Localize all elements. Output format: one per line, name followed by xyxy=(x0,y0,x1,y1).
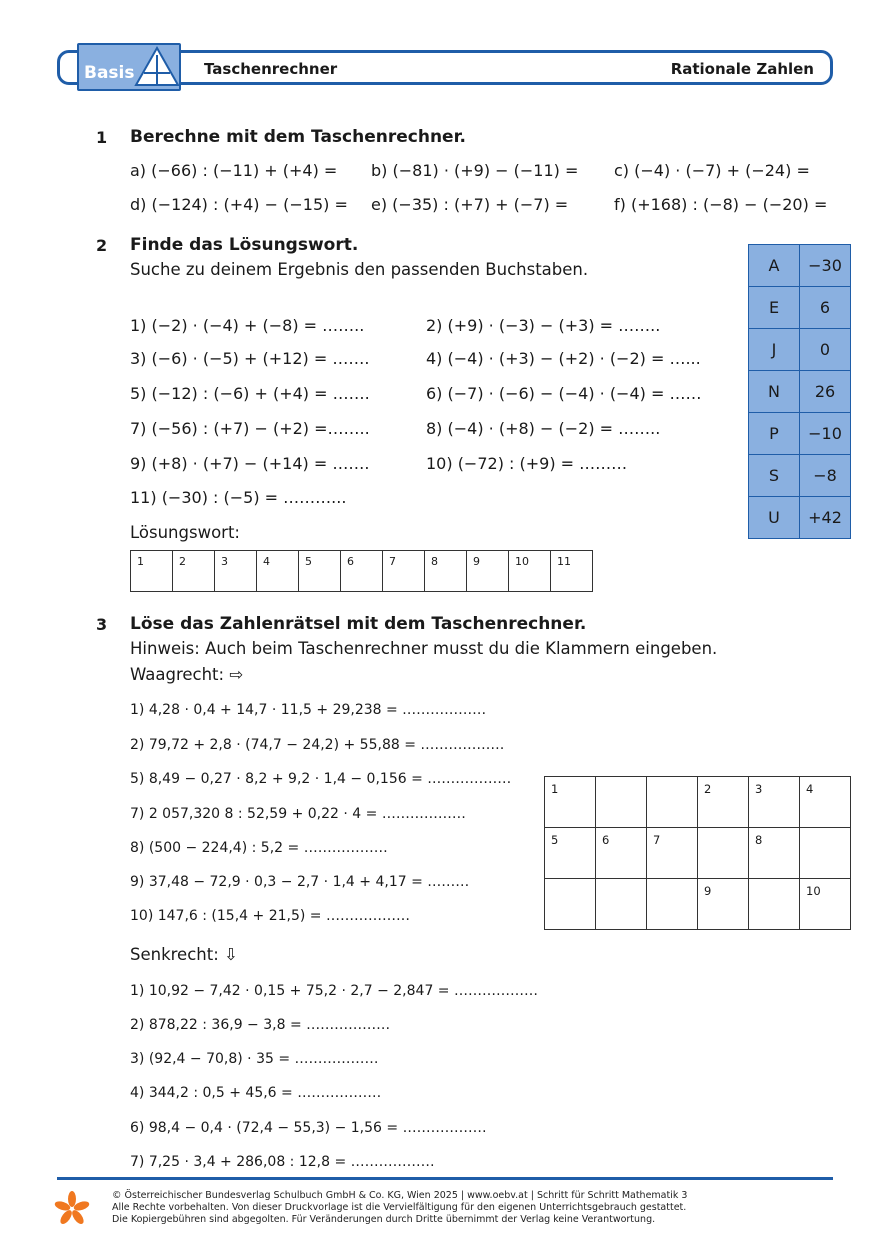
lookup-letter: N xyxy=(749,371,800,413)
task2-item-1: 1) (−2) · (−4) + (−8) = …….. xyxy=(130,316,365,335)
task1-number: 1 xyxy=(96,128,108,147)
grid-cell[interactable] xyxy=(647,879,698,930)
down-item: 2) 878,22 : 36,9 − 3,8 = ……………… xyxy=(130,1017,391,1033)
across-item: 7) 2 057,320 8 : 52,59 + 0,22 · 4 = ……………… xyxy=(130,806,466,822)
task2-item-5: 5) (−12) : (−6) + (+4) = ……. xyxy=(130,384,370,403)
solution-cell[interactable]: 9 xyxy=(467,551,509,592)
lookup-value: 26 xyxy=(800,371,851,413)
grid-cell[interactable]: 1 xyxy=(545,777,596,828)
across-item: 8) (500 − 224,4) : 5,2 = ……………… xyxy=(130,840,388,856)
lookup-value: 0 xyxy=(800,329,851,371)
across-label: Waagrecht: ⇨ xyxy=(130,665,244,684)
footer-line: © Österreichischer Bundesverlag Schulbuch GmbH & Co. KG, Wien 2025 | www.oebv.at | Schritt für Schritt Mathematik 3 xyxy=(112,1190,688,1201)
across-item: 10) 147,6 : (15,4 + 21,5) = ……………… xyxy=(130,908,410,924)
solution-cell[interactable]: 2 xyxy=(173,551,215,592)
header-topic: Taschenrechner xyxy=(204,60,338,78)
task3-hint: Hinweis: Auch beim Taschenrechner musst du die Klammern eingeben. xyxy=(130,639,718,658)
solution-cell[interactable]: 7 xyxy=(383,551,425,592)
lookup-value: −30 xyxy=(800,245,851,287)
publisher-logo-icon xyxy=(53,1190,91,1228)
footer-line: Die Kopiergebühren sind abgegolten. Für Veränderungen durch Dritte übernimmt der Verlag keine Verantwortung. xyxy=(112,1214,656,1225)
grid-cell[interactable] xyxy=(647,777,698,828)
basis-label: Basis xyxy=(84,63,135,83)
solution-cell[interactable]: 3 xyxy=(215,551,257,592)
grid-cell[interactable] xyxy=(749,879,800,930)
task2-number: 2 xyxy=(96,236,108,255)
lookup-value: −8 xyxy=(800,455,851,497)
task2-item-6: 6) (−7) · (−6) − (−4) · (−4) = …… xyxy=(426,384,702,403)
across-item: 2) 79,72 + 2,8 · (74,7 − 24,2) + 55,88 = ……………… xyxy=(130,737,505,753)
task2-subtitle: Suche zu deinem Ergebnis den passenden Buchstaben. xyxy=(130,260,589,279)
task2-item-3: 3) (−6) · (−5) + (+12) = ……. xyxy=(130,349,370,368)
task1-item-e: e) (−35) : (+7) + (−7) = xyxy=(371,195,569,214)
task2-item-7: 7) (−56) : (+7) − (+2) =…….. xyxy=(130,419,370,438)
down-label: Senkrecht: ⇩ xyxy=(130,945,238,964)
task1-item-c: c) (−4) · (−7) + (−24) = xyxy=(614,161,810,180)
footer-divider xyxy=(57,1177,833,1180)
grid-cell[interactable] xyxy=(596,879,647,930)
lookup-row xyxy=(749,455,851,497)
lookup-value: 6 xyxy=(800,287,851,329)
solution-label: Lösungswort: xyxy=(130,523,240,542)
task3-title: Löse das Zahlenrätsel mit dem Taschenrechner. xyxy=(130,614,587,634)
grid-cell[interactable]: 2 xyxy=(698,777,749,828)
lookup-letter: E xyxy=(749,287,800,329)
task2-item-2: 2) (+9) · (−3) − (+3) = …….. xyxy=(426,316,661,335)
task2-item-11: 11) (−30) : (−5) = ………... xyxy=(130,488,347,507)
solution-cell[interactable]: 6 xyxy=(341,551,383,592)
lookup-letter: J xyxy=(749,329,800,371)
task2-item-10: 10) (−72) : (+9) = ……… xyxy=(426,454,628,473)
task1-item-b: b) (−81) · (+9) − (−11) = xyxy=(371,161,579,180)
lookup-row xyxy=(749,245,851,287)
grid-cell[interactable]: 5 xyxy=(545,828,596,879)
lookup-letter: P xyxy=(749,413,800,455)
footer-copyright xyxy=(112,1190,687,1226)
footer-line: Alle Rechte vorbehalten. Von dieser Druckvorlage ist die Vervielfältigung für den eigenen Unterrichtsgebrauch gestattet. xyxy=(112,1202,687,1213)
task2-title: Finde das Lösungswort. xyxy=(130,235,359,255)
task3-number: 3 xyxy=(96,615,108,634)
task2-item-9: 9) (+8) · (+7) − (+14) = ……. xyxy=(130,454,370,473)
solution-cell[interactable]: 4 xyxy=(257,551,299,592)
header-chapter: Rationale Zahlen xyxy=(670,60,814,78)
grid-cell[interactable]: 9 xyxy=(698,879,749,930)
lookup-row xyxy=(749,287,851,329)
grid-cell[interactable] xyxy=(698,828,749,879)
across-item: 5) 8,49 − 0,27 · 8,2 + 9,2 · 1,4 − 0,156 = ……………… xyxy=(130,771,512,787)
task1-item-d: d) (−124) : (+4) − (−15) = xyxy=(130,195,348,214)
solution-word-table xyxy=(130,550,593,592)
grid-cell[interactable]: 7 xyxy=(647,828,698,879)
number-puzzle-grid xyxy=(544,776,851,930)
lookup-value: +42 xyxy=(800,497,851,539)
down-item: 6) 98,4 − 0,4 · (72,4 − 55,3) − 1,56 = ……………… xyxy=(130,1120,487,1136)
task1-title: Berechne mit dem Taschenrechner. xyxy=(130,127,466,147)
down-item: 1) 10,92 − 7,42 · 0,15 + 75,2 · 2,7 − 2,847 = ……………… xyxy=(130,983,538,999)
lookup-letter: U xyxy=(749,497,800,539)
task2-item-8: 8) (−4) · (+8) − (−2) = …….. xyxy=(426,419,661,438)
task2-item-4: 4) (−4) · (+3) − (+2) · (−2) = …... xyxy=(426,349,701,368)
lookup-row xyxy=(749,329,851,371)
task1-item-a: a) (−66) : (−11) + (+4) = xyxy=(130,161,338,180)
lookup-letter: S xyxy=(749,455,800,497)
solution-cell[interactable]: 10 xyxy=(509,551,551,592)
letter-lookup-table xyxy=(748,244,851,539)
grid-cell[interactable]: 3 xyxy=(749,777,800,828)
grid-cell[interactable] xyxy=(596,777,647,828)
grid-cell[interactable]: 8 xyxy=(749,828,800,879)
down-item: 3) (92,4 − 70,8) · 35 = ……………… xyxy=(130,1051,379,1067)
solution-cell[interactable]: 5 xyxy=(299,551,341,592)
solution-cell[interactable]: 8 xyxy=(425,551,467,592)
lookup-value: −10 xyxy=(800,413,851,455)
lookup-row xyxy=(749,497,851,539)
solution-cell[interactable]: 1 xyxy=(131,551,173,592)
grid-cell[interactable] xyxy=(545,879,596,930)
grid-cell[interactable]: 4 xyxy=(800,777,851,828)
lookup-row xyxy=(749,413,851,455)
triangle-logo-icon xyxy=(134,45,180,89)
across-item: 1) 4,28 · 0,4 + 14,7 · 11,5 + 29,238 = ……………… xyxy=(130,702,487,718)
across-item: 9) 37,48 − 72,9 · 0,3 − 2,7 · 1,4 + 4,17 = ……… xyxy=(130,874,470,890)
lookup-row xyxy=(749,371,851,413)
down-item: 7) 7,25 · 3,4 + 286,08 : 12,8 = ……………… xyxy=(130,1154,435,1170)
down-item: 4) 344,2 : 0,5 + 45,6 = ……………… xyxy=(130,1085,382,1101)
grid-cell[interactable] xyxy=(800,828,851,879)
lookup-letter: A xyxy=(749,245,800,287)
grid-cell[interactable]: 6 xyxy=(596,828,647,879)
task1-item-f: f) (+168) : (−8) − (−20) = xyxy=(614,195,828,214)
grid-cell[interactable]: 10 xyxy=(800,879,851,930)
solution-cell[interactable]: 11 xyxy=(551,551,593,592)
